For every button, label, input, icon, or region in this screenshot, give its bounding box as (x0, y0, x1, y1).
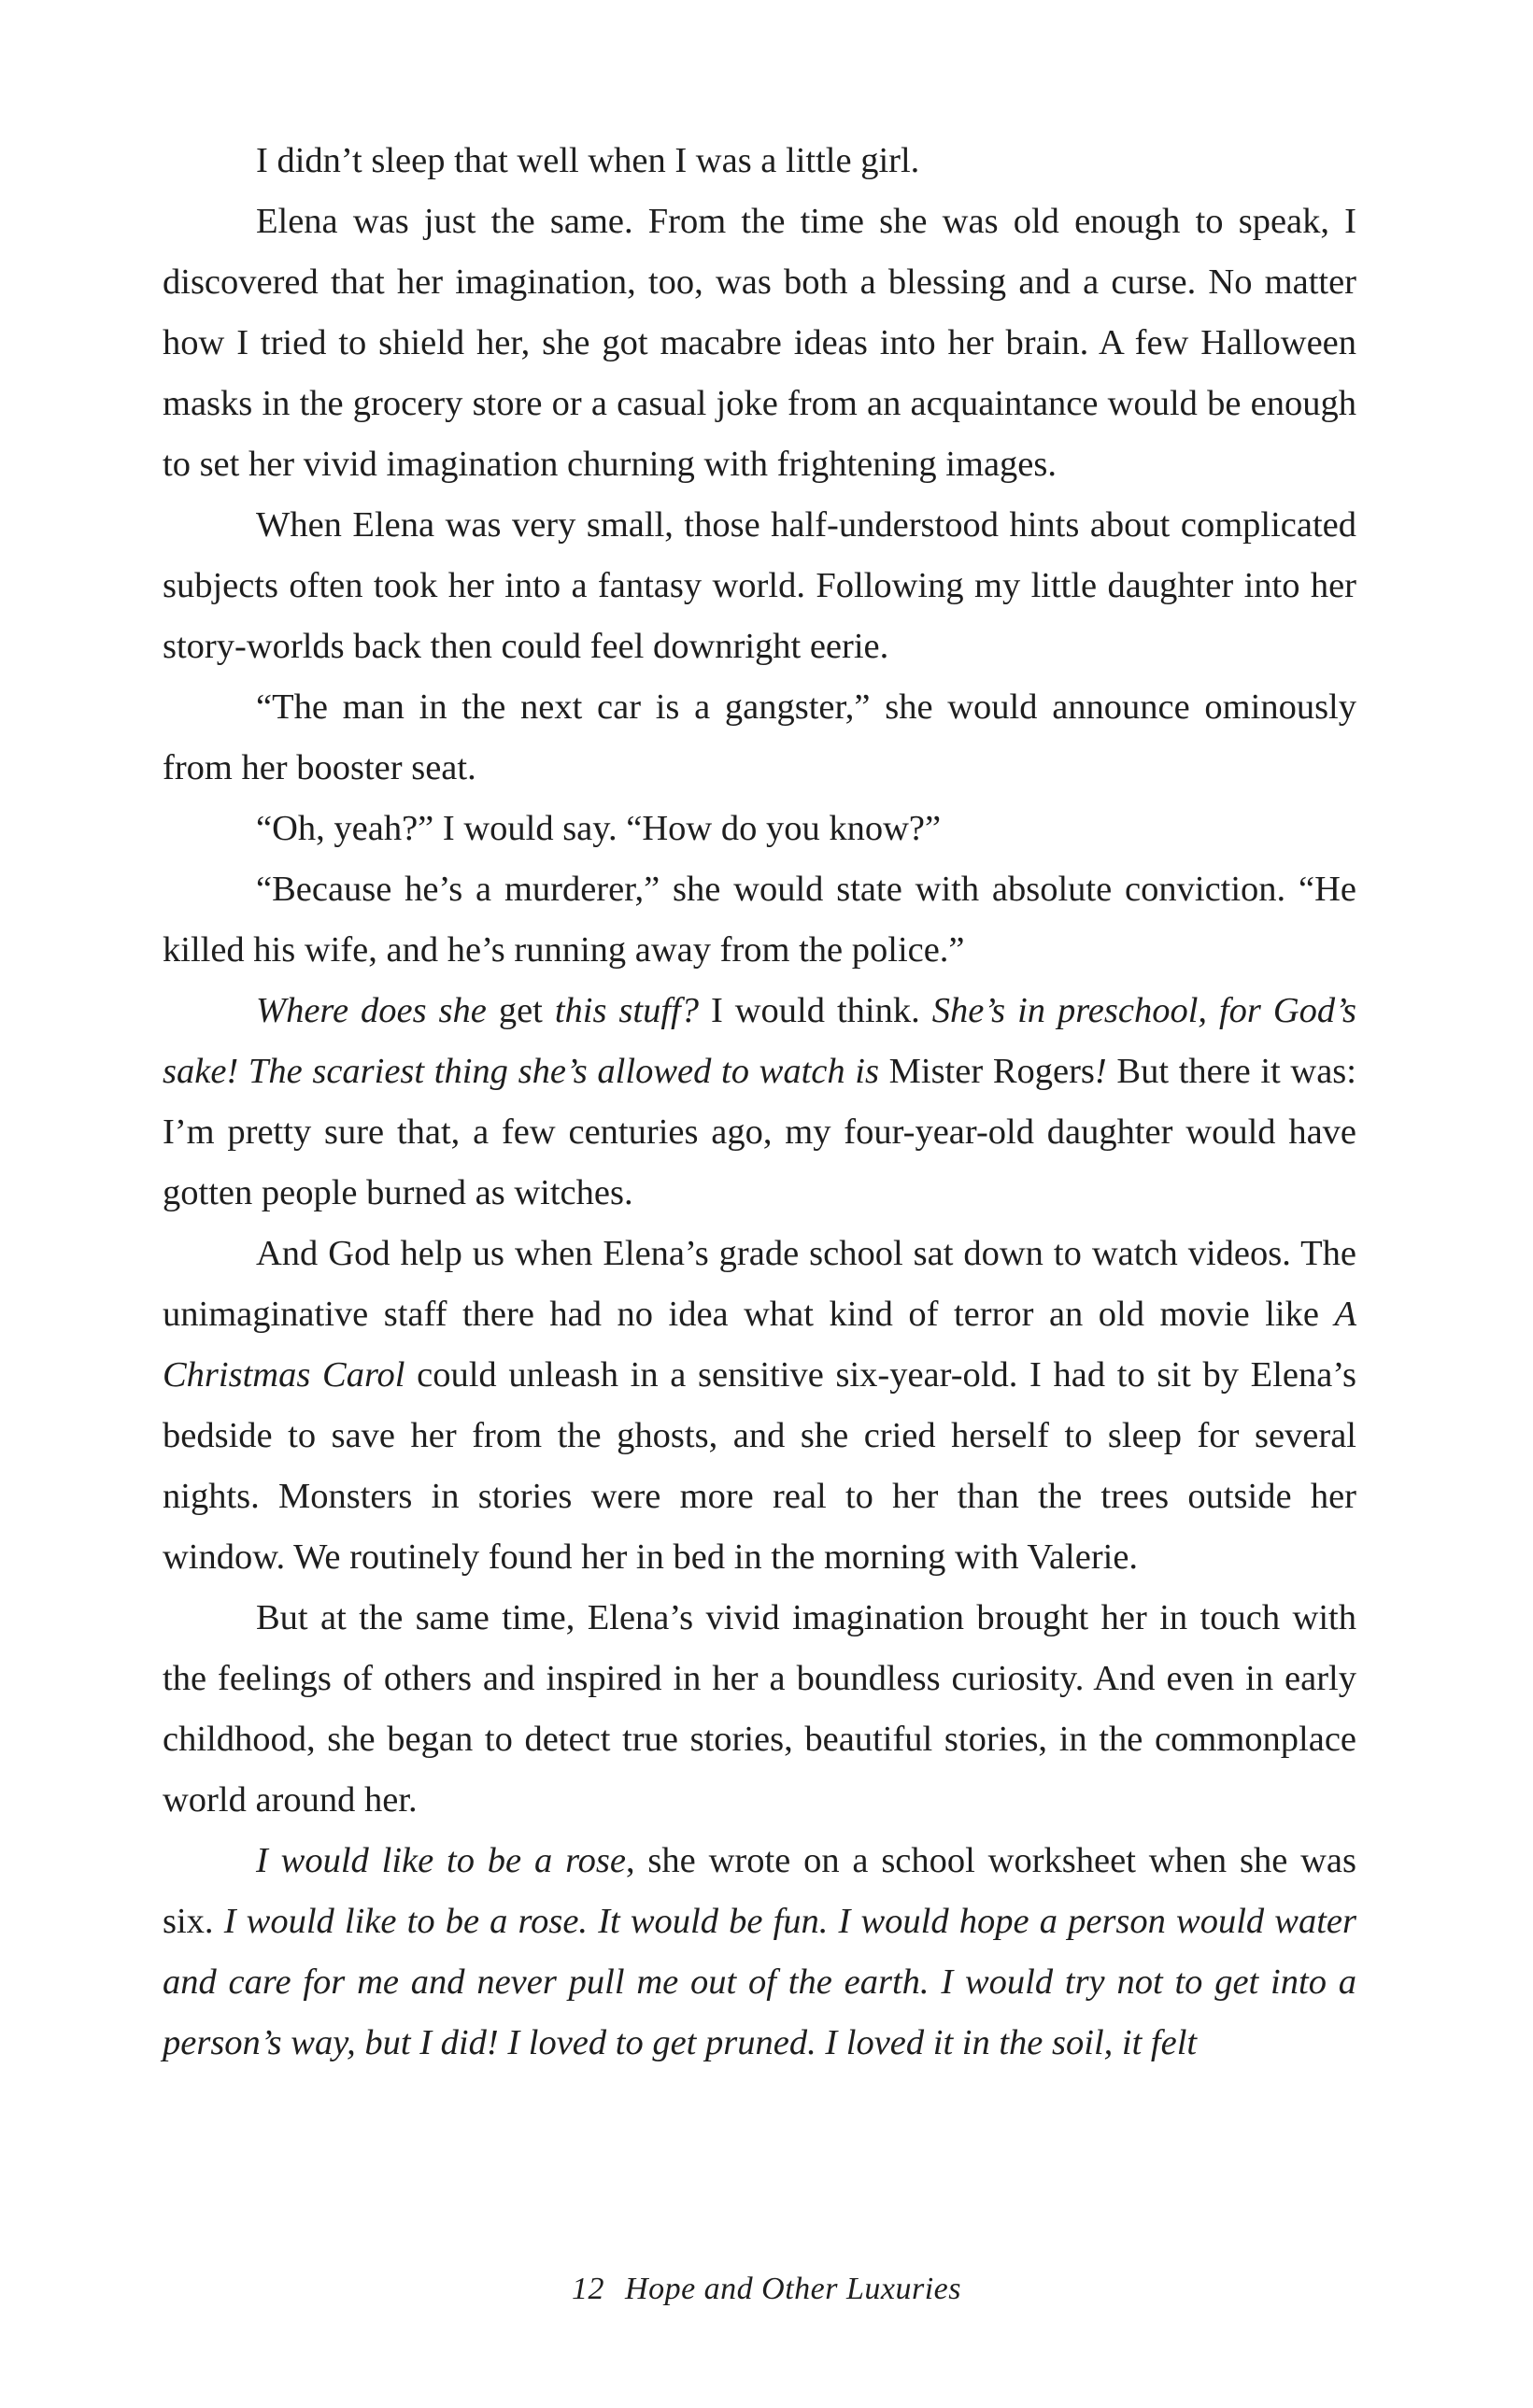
paragraph-6-text: “Because he’s a murderer,” she would state with absolute conviction. “He killed his wife, and he’s running away from the police.” (163, 870, 1356, 970)
paragraph-9-text: But at the same time, Elena’s vivid imagination brought her in touch with the feelings of others and inspired in her a boundless curiosity. And even in early childhood, she began to detect true stories, beautiful stories, in the commonplace world around her. (163, 1598, 1356, 1820)
show-title: Mister Rogers (878, 1052, 1095, 1091)
paragraph-3-text: When Elena was very small, those half-understood hints about complicated subjects often took her into a fantasy world. Following my little daughter into her story-worlds back then could feel downright eerie. (163, 505, 1356, 666)
worksheet-quote-start: I would like to be a rose (256, 1841, 626, 1880)
worksheet-quote: I would like to be a rose. It would be fun. I would hope a person would water and care for me and never pull me out of the earth. I would try not to get into a person’s way, but I did! I loved to get pruned. I loved it in the soil, it felt (163, 1902, 1357, 2062)
paragraph-2 (163, 191, 1356, 495)
paragraph-1-text: I didn’t sleep that well when I was a little girl. (256, 141, 920, 180)
page-number: 12 (572, 2272, 605, 2306)
italic-exclamation: ! (1094, 1052, 1107, 1091)
paragraph-8-text-a: And God help us when Elena’s grade school sat down to watch videos. The unimaginative staff there had no idea what kind of terror an old movie like (163, 1234, 1356, 1334)
paragraph-7-text-b: get (486, 991, 555, 1030)
page-footer (0, 2272, 1533, 2307)
paragraph-10-text-b: , she wrote on a school worksheet when she was six. (163, 1841, 1356, 1941)
paragraph-6 (163, 859, 1356, 981)
paragraph-5 (163, 799, 1356, 859)
paragraph-3 (163, 495, 1356, 677)
italic-thought-3: She’s in preschool, for God’s sake! The scariest thing she’s allowed to watch is (163, 991, 1357, 1091)
italic-thought-1: Where does she (256, 991, 487, 1030)
paragraph-10 (163, 1831, 1356, 2074)
paragraph-7-text-d: I would think. (699, 991, 932, 1030)
paragraph-7-text-h: But there it was: I’m pretty sure that, a few centuries ago, my four-year-old daughter would have gotten people burned as witches. (163, 1052, 1356, 1212)
paragraph-5-text: “Oh, yeah?” I would say. “How do you know?” (256, 809, 942, 848)
paragraph-2-text: Elena was just the same. From the time she was old enough to speak, I discovered that her imagination, too, was both a blessing and a curse. No matter how I tried to shield her, she got macabre ideas into her brain. A few Halloween masks in the grocery store or a casual joke from an acquaintance would be enough to set her vivid imagination churning with frightening images. (163, 202, 1356, 484)
paragraph-7 (163, 981, 1356, 1224)
paragraph-9 (163, 1588, 1356, 1831)
italic-thought-2: this stuff? (554, 991, 699, 1030)
movie-title: A Christmas Carol (163, 1295, 1356, 1395)
paragraph-1 (163, 131, 1356, 191)
paragraph-8-text-c: could unleash in a sensitive six-year-old. I had to sit by Elena’s bedside to save her from the ghosts, and she cried herself to sleep for several nights. Monsters in stories were more real to her than the trees outside her window. We routinely found her in bed in the morning with Valerie. (163, 1355, 1356, 1577)
body-text (163, 131, 1356, 2074)
paragraph-4-text: “The man in the next car is a gangster,” she would announce ominously from her booster seat. (163, 687, 1356, 787)
paragraph-8 (163, 1224, 1356, 1588)
running-title: Hope and Other Luxuries (625, 2272, 961, 2306)
paragraph-4 (163, 677, 1356, 799)
